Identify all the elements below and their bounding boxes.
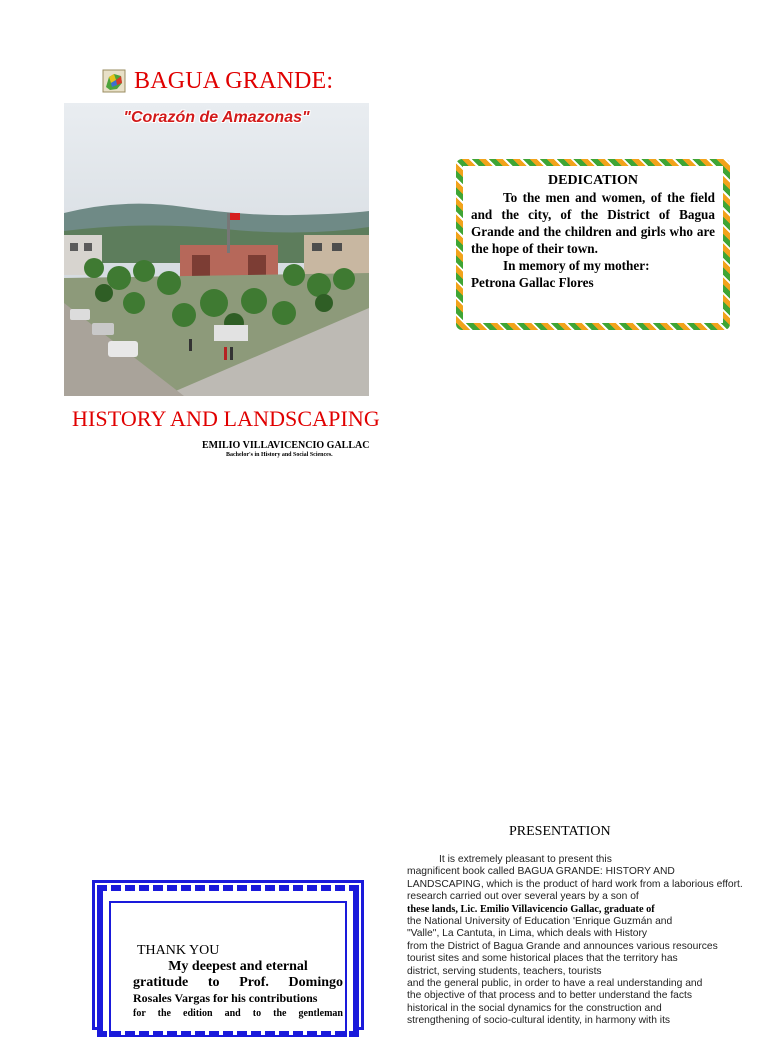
dedication-mother-name: Petrona Gallac Flores <box>471 275 594 290</box>
town-square-illustration <box>64 103 369 396</box>
cover-author-degree: Bachelor's in History and Social Sciences. <box>226 452 333 458</box>
presentation-line: and the general public, in order to have a real understanding and <box>407 978 703 990</box>
presentation-heading: PRESENTATION <box>509 824 611 839</box>
thanks-content <box>133 943 343 1019</box>
presentation-line: strengthening of socio-cultural identity, in harmony with its <box>407 1015 671 1027</box>
presentation-line: research carried out over several years by a son of <box>407 891 639 903</box>
presentation-line: magnificent book called BAGUA GRANDE: HISTORY AND <box>407 866 675 878</box>
thanks-line: Rosales Vargas for his contributions <box>133 991 318 1005</box>
presentation-line: tourist sites and some historical places that the territory has <box>407 953 678 965</box>
presentation-line: It is extremely pleasant to present this <box>439 854 612 865</box>
presentation-line: historical in the social dynamics for the construction and <box>407 1002 662 1014</box>
presentation-line: the objective of that process and to better understand the facts <box>407 990 693 1002</box>
presentation-line: these lands, Lic. Emilio Villavicencio Gallac, graduate of <box>407 903 655 915</box>
presentation-line: from the District of Bagua Grande and announces various resources <box>407 940 718 952</box>
bagua-map-logo-icon <box>102 69 126 93</box>
dedication-paragraph: To the men and women, of the field and the city, of the District of Bagua Grande and the children and girls who are the hope of their town. <box>471 190 715 256</box>
presentation-line: district, serving students, teachers, tourists <box>407 965 602 977</box>
dedication-heading: DEDICATION <box>548 173 638 188</box>
dedication-memory: In memory of my mother: <box>503 258 650 273</box>
cover-title-text: BAGUA GRANDE: <box>134 67 334 94</box>
cover-photo <box>64 103 369 396</box>
thanks-line: My deepest and eternal <box>168 959 308 974</box>
thanks-box <box>92 880 364 1030</box>
cover-motto: "Corazón de Amazonas" <box>123 109 310 126</box>
thanks-heading: THANK YOU <box>137 943 220 958</box>
thanks-line: for the edition and to the gentleman <box>133 1008 343 1019</box>
presentation-body <box>407 854 761 1028</box>
thanks-line: gratitude to Prof. Domingo <box>133 975 343 990</box>
cover-title <box>102 66 333 96</box>
dedication-content <box>471 172 715 291</box>
cover-subtitle: HISTORY AND LANDSCAPING <box>72 406 380 431</box>
dedication-box <box>456 159 730 330</box>
presentation-line: the National University of Education 'Enrique Guzmán and <box>407 916 673 928</box>
presentation-line: LANDSCAPING, which is the product of hard work from a laborious effort. <box>407 878 743 890</box>
presentation-line: "Valle", La Cantuta, in Lima, which deals with History <box>407 928 648 940</box>
cover-author: EMILIO VILLAVICENCIO GALLAC <box>202 440 370 451</box>
